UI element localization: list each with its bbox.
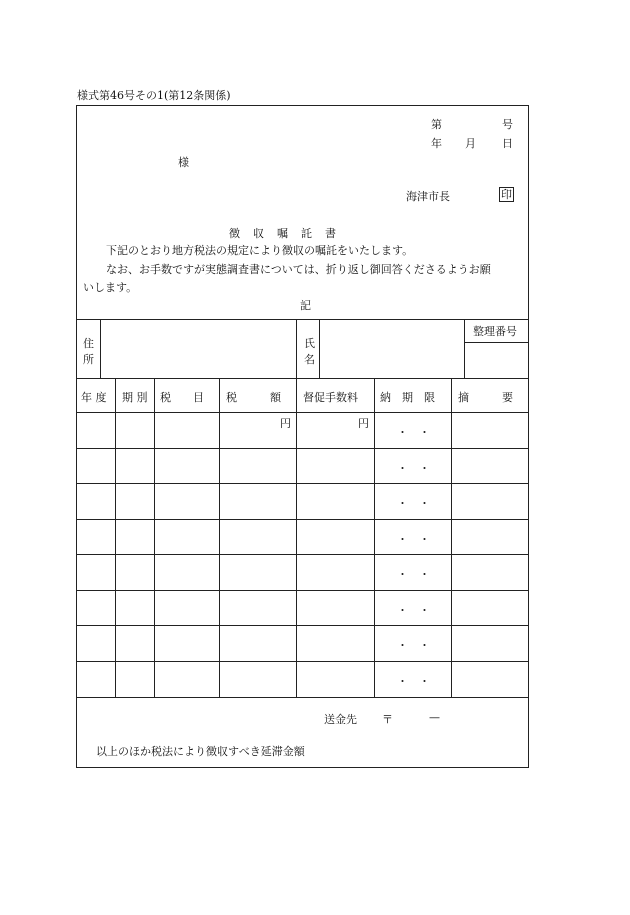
header-tax-item: 税 目 <box>160 391 204 404</box>
notation-mark: 記 <box>300 299 311 312</box>
reminder-fee-unit: 円 <box>358 417 369 430</box>
header-fiscal-year: 年 度 <box>81 391 107 404</box>
header-reminder-fee: 督促手数料 <box>303 391 358 404</box>
remittance-label: 送金先 <box>324 713 357 726</box>
due-date-dots-row-7: ・ ・ <box>397 639 430 652</box>
due-date-dots-row-6: ・ ・ <box>397 604 430 617</box>
addressee-honorific: 様 <box>178 156 189 169</box>
form-number-caption: 様式第46号その1(第12条関係) <box>77 89 231 102</box>
address-label-top: 住 <box>83 337 94 350</box>
name-label-bottom: 名 <box>304 353 315 366</box>
delinquent-charge-label: 以上のほか税法により徴収すべき延滞金額 <box>96 745 305 758</box>
address-label-bottom: 所 <box>83 353 94 366</box>
header-tax-amount: 税 額 <box>226 391 281 404</box>
due-date-dots-row-5: ・ ・ <box>397 568 430 581</box>
due-date-dots-row-8: ・ ・ <box>397 675 430 688</box>
date-month-label: 月 <box>465 137 476 150</box>
due-date-dots-row-4: ・ ・ <box>397 533 430 546</box>
name-label-top: 氏 <box>304 337 315 350</box>
body-line-2: なお、お手数ですが実態調査書については、折り返し御回答くださるようお願 <box>106 263 491 276</box>
due-date-dots-row-3: ・ ・ <box>397 497 430 510</box>
body-line-1: 下記のとおり地方税法の規定により徴収の嘱託をいたします。 <box>106 244 414 257</box>
postal-mark: 〒 <box>382 713 393 726</box>
body-line-3: いします。 <box>83 281 138 294</box>
collection-commission-form <box>76 105 529 768</box>
header-due-date: 納 期 限 <box>380 391 435 404</box>
due-date-dots-row-2: ・ ・ <box>397 462 430 475</box>
postal-dash: — <box>429 711 440 724</box>
number-suffix: 号 <box>502 118 513 131</box>
date-day-label: 日 <box>502 137 513 150</box>
document-title: 徴 収 嘱 託 書 <box>229 227 337 240</box>
tax-amount-unit: 円 <box>280 417 291 430</box>
date-year-label: 年 <box>431 137 442 150</box>
reference-number-label: 整理番号 <box>473 325 517 338</box>
header-remarks: 摘 要 <box>458 391 513 404</box>
seal-stamp: 印 <box>501 188 512 201</box>
number-prefix: 第 <box>431 118 442 131</box>
due-date-dots-row-1: ・ ・ <box>397 426 430 439</box>
header-period: 期 別 <box>122 391 148 404</box>
issuer-name: 海津市長 <box>406 190 450 203</box>
